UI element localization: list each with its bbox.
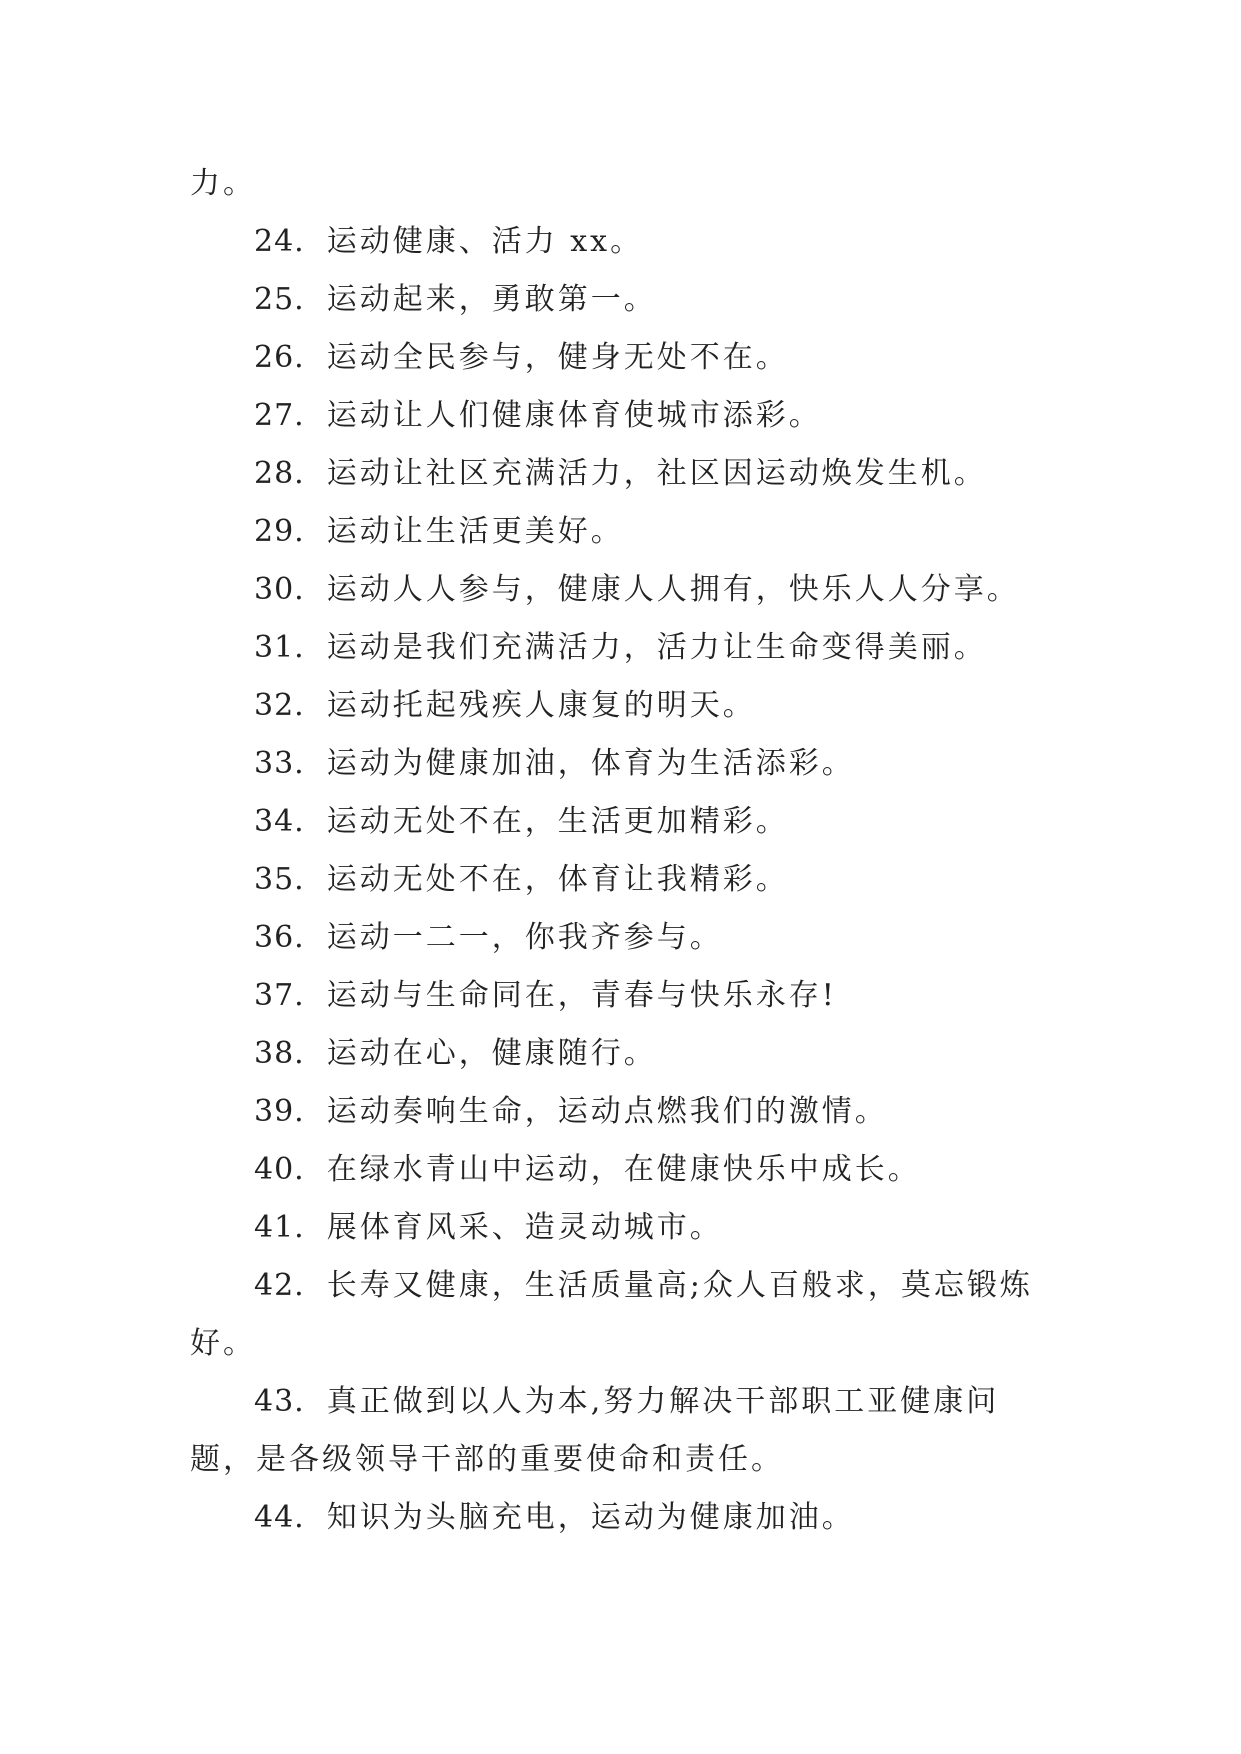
item-number: 43.: [254, 1384, 305, 1419]
item-number: 36.: [254, 920, 305, 955]
list-item: [190, 329, 1050, 387]
list-item: [190, 445, 1050, 503]
item-text: 运动托起残疾人康复的明天。: [326, 688, 756, 723]
item-text: 运动一二一，你我齐参与。: [326, 920, 723, 955]
item-number: 39.: [254, 1094, 305, 1129]
item-text: 运动无处不在，生活更加精彩。: [326, 804, 789, 839]
item-text: 展体育风采、造灵动城市。: [326, 1210, 723, 1245]
list-item: [190, 387, 1050, 445]
item-text: 运动让社区充满活力，社区因运动焕发生机。: [326, 456, 987, 491]
item-number: 44.: [254, 1500, 305, 1535]
item-number: 31.: [254, 630, 305, 665]
item-number: 24.: [254, 224, 305, 259]
item-number: 32.: [254, 688, 305, 723]
item-text: 运动无处不在，体育让我精彩。: [326, 862, 789, 897]
list-item: [190, 909, 1050, 967]
item-text: 运动让生活更美好。: [326, 514, 624, 549]
list-item: [190, 1257, 1050, 1373]
item-text: 运动为健康加油，体育为生活添彩。: [326, 746, 855, 781]
list-item: [190, 1489, 1050, 1547]
list-item: [190, 1373, 1050, 1489]
item-number: 30.: [254, 572, 305, 607]
list-item: [190, 677, 1050, 735]
list-item: [190, 619, 1050, 677]
paragraph-continuation: 力。: [190, 166, 256, 201]
list-item: [190, 1199, 1050, 1257]
item-text: 知识为头脑充电，运动为健康加油。: [326, 1500, 855, 1535]
list-item: [190, 851, 1050, 909]
item-text: 运动奏响生命，运动点燃我们的激情。: [326, 1094, 888, 1129]
item-text: 运动健康、活力 xx。: [326, 224, 644, 259]
item-text: 运动全民参与，健身无处不在。: [326, 340, 789, 375]
list-item: [190, 503, 1050, 561]
item-number: 27.: [254, 398, 305, 433]
list-item: [190, 1025, 1050, 1083]
item-number: 25.: [254, 282, 305, 317]
item-text: 长寿又健康，生活质量高;众人百般求，莫忘锻炼好。: [190, 1268, 1033, 1361]
item-text: 运动人人参与，健康人人拥有，快乐人人分享。: [326, 572, 1020, 607]
item-number: 41.: [254, 1210, 305, 1245]
list-item: [190, 735, 1050, 793]
item-text: 运动与生命同在，青春与快乐永存!: [326, 978, 837, 1013]
list-item: [190, 271, 1050, 329]
item-text: 真正做到以人为本,努力解决干部职工亚健康问题，是各级领导干部的重要使命和责任。: [190, 1384, 1000, 1477]
item-number: 29.: [254, 514, 305, 549]
list-item: [190, 561, 1050, 619]
list-item: [190, 967, 1050, 1025]
item-number: 40.: [254, 1152, 305, 1187]
list-item: [190, 793, 1050, 851]
item-text: 运动是我们充满活力，活力让生命变得美丽。: [326, 630, 987, 665]
item-number: 26.: [254, 340, 305, 375]
item-number: 38.: [254, 1036, 305, 1071]
item-number: 28.: [254, 456, 305, 491]
list-item: [190, 213, 1050, 271]
item-number: 37.: [254, 978, 305, 1013]
item-text: 运动在心，健康随行。: [326, 1036, 657, 1071]
item-number: 33.: [254, 746, 305, 781]
item-text: 在绿水青山中运动，在健康快乐中成长。: [326, 1152, 921, 1187]
item-number: 35.: [254, 862, 305, 897]
document-body: [190, 155, 1050, 1547]
list-item: [190, 1083, 1050, 1141]
item-number: 42.: [254, 1268, 305, 1303]
list-item: [190, 1141, 1050, 1199]
item-text: 运动起来，勇敢第一。: [326, 282, 657, 317]
item-number: 34.: [254, 804, 305, 839]
item-text: 运动让人们健康体育使城市添彩。: [326, 398, 822, 433]
